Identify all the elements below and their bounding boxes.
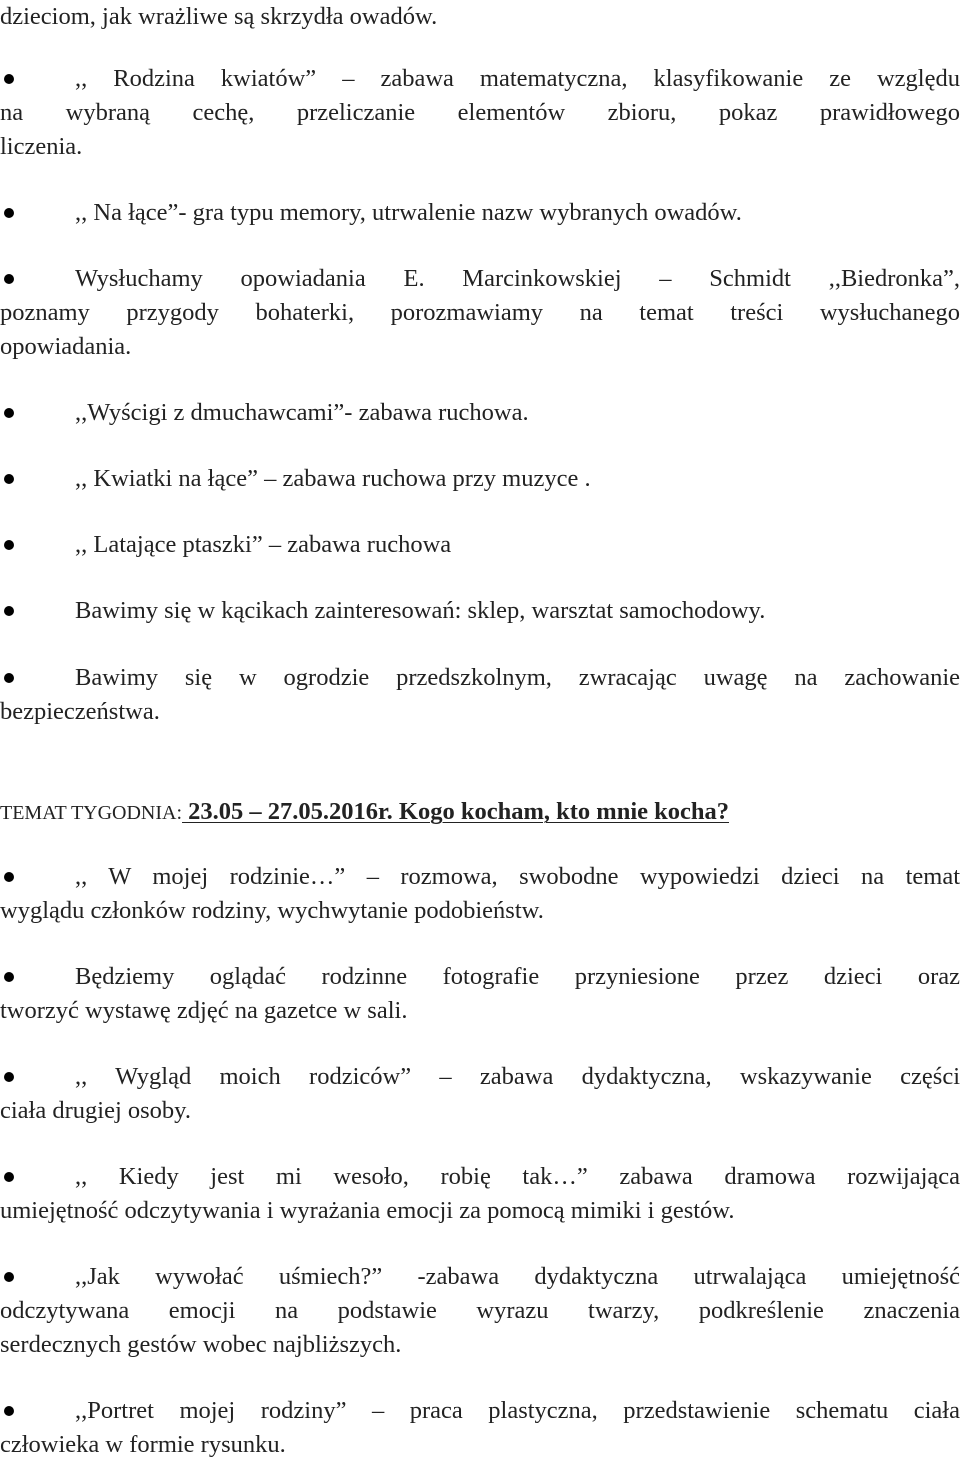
- intro-text: dzieciom, jak wrażliwe są skrzydła owadów.: [0, 3, 438, 30]
- list-item-line: Bawimy się w ogrodzie przedszkolnym, zwracając uwagę na zachowanie: [75, 664, 960, 691]
- list-item-line: ,, Kwiatki na łące” – zabawa ruchowa przy muzyce .: [75, 465, 591, 492]
- list-item-line: człowieka w formie rysunku.: [0, 1431, 286, 1458]
- week-topic-label: TEMAT TYGODNIA:: [0, 802, 183, 824]
- week-topic-dates: 23.05 – 27.05.2016r. Kogo kocham, kto mnie kocha?: [182, 798, 729, 825]
- list-item-line: ,,Jak wywołać uśmiech?” -zabawa dydaktyczna utrwalająca umiejętność: [75, 1263, 960, 1290]
- list-item-line: ,, Wygląd moich rodziców” – zabawa dydaktyczna, wskazywanie części: [75, 1063, 960, 1090]
- list-item-line: ,, W mojej rodzinie…” – rozmowa, swobodne wypowiedzi dzieci na temat: [75, 863, 960, 890]
- list-item-line: Bawimy się w kącikach zainteresowań: sklep, warsztat samochodowy.: [75, 597, 766, 624]
- list-item-line: serdecznych gestów wobec najbliższych.: [0, 1331, 402, 1358]
- list-item-line: tworzyć wystawę zdjęć na gazetce w sali.: [0, 997, 408, 1024]
- list-item-line: na wybraną cechę, przeliczanie elementów zbioru, pokaz prawidłowego: [0, 99, 960, 126]
- list-item-line: Będziemy oglądać rodzinne fotografie przyniesione przez dzieci oraz: [75, 963, 960, 990]
- list-item-line: ciała drugiej osoby.: [0, 1097, 191, 1124]
- list-item-line: poznamy przygody bohaterki, porozmawiamy na temat treści wysłuchanego: [0, 299, 960, 326]
- list-item-line: opowiadania.: [0, 333, 132, 360]
- list-item-line: ,, Kiedy jest mi wesoło, robię tak…” zabawa dramowa rozwijająca: [75, 1163, 960, 1190]
- list-item-line: ,, Na łące”- gra typu memory, utrwalenie nazw wybranych owadów.: [75, 199, 742, 226]
- list-item-line: bezpieczeństwa.: [0, 698, 160, 725]
- list-item-line: ,, Rodzina kwiatów” – zabawa matematyczna, klasyfikowanie ze względu: [75, 65, 960, 92]
- list-item-line: ,, Latające ptaszki” – zabawa ruchowa: [75, 531, 452, 558]
- week-topic-heading: [0, 795, 960, 829]
- list-item-line: ,,Portret mojej rodziny” – praca plastyczna, przedstawienie schematu ciała: [75, 1397, 960, 1424]
- list-item-line: Wysłuchamy opowiadania E. Marcinkowskiej – Schmidt ,,Biedronka”,: [75, 265, 960, 292]
- list-item-line: liczenia.: [0, 133, 83, 160]
- list-item-line: umiejętność odczytywania i wyrażania emocji za pomocą mimiki i gestów.: [0, 1197, 735, 1224]
- list-item-line: ,,Wyścigi z dmuchawcami”- zabawa ruchowa.: [75, 399, 529, 426]
- list-item-line: wyglądu członków rodziny, wychwytanie podobieństw.: [0, 897, 544, 924]
- list-item-line: odczytywana emocji na podstawie wyrazu twarzy, podkreślenie znaczenia: [0, 1297, 960, 1324]
